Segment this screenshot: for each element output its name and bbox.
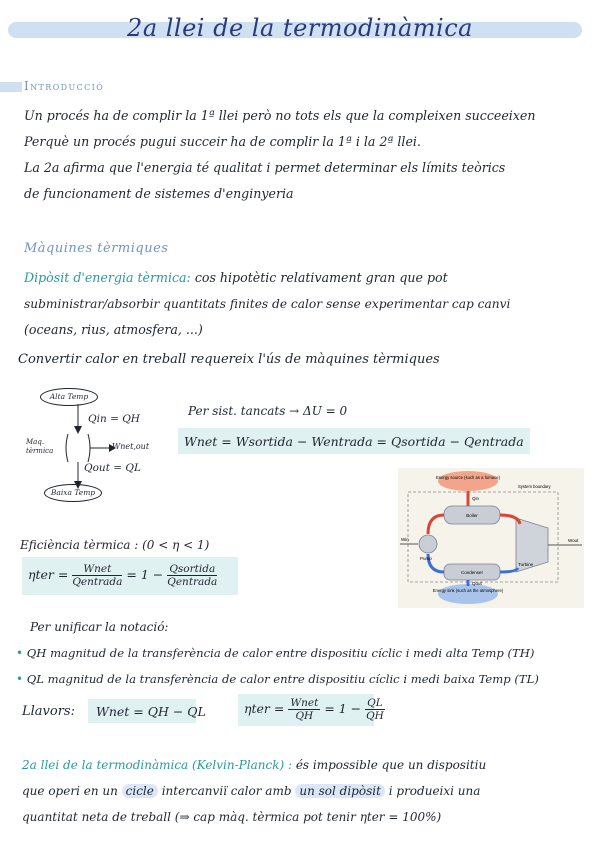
intro-line-2: Perquè un procés pugui succeir ha de complir la 1ª i la 2ª llei. — [24, 134, 421, 149]
machines-heading: Màquines tèrmiques — [24, 241, 169, 256]
eta-num: Wnet — [290, 697, 319, 709]
diposit-line — [24, 270, 448, 285]
kelvin-heading: 2a llei de la termodinàmica (Kelvin-Planck) : — [22, 758, 292, 772]
qin-arrowhead — [74, 426, 82, 434]
sink-label: Energy sink (such as the atmosphere) — [432, 588, 504, 593]
closed-system-note: Per sist. tancats → ΔU = 0 — [188, 404, 348, 418]
boiler-label: Boiler — [466, 513, 478, 518]
energy-source — [438, 471, 498, 491]
diposit-label: Dipòsit d'energia tèrmica: — [24, 270, 191, 285]
eta-symbol-2: ηter = — [244, 701, 285, 716]
intro-marker — [0, 82, 22, 92]
kelvin-line-2 — [22, 784, 480, 798]
bullet-text-2: QL magnitud de la transferència de calor entre dispositiu cíclic i medi baixa Temp (TL) — [26, 672, 539, 686]
llavors-label: Llavors: — [22, 704, 75, 719]
source-label: Energy source (such as a furnace) — [435, 475, 501, 480]
kelvin-line-1 — [22, 758, 486, 772]
diposit-highlight: un sol dipòsit — [295, 784, 385, 798]
intro-line-4: de funcionament de sistemes d'enginyeria — [24, 186, 294, 201]
diposit-line-3: (oceans, rius, atmosfera, ...) — [24, 322, 203, 337]
efficiency-heading: Eficiència tèrmica : (0 < η < 1) — [20, 538, 210, 552]
eta-num-2: QL — [367, 697, 383, 709]
eta-den-2: QH — [366, 710, 384, 722]
kelvin-text-2c: i produeixi una — [388, 784, 481, 798]
qout-fig-label: Qout — [472, 581, 482, 586]
eff-num-1: Wnet — [72, 563, 122, 576]
kelvin-text-1: és impossible que un dispositiu — [295, 758, 487, 772]
efficiency-formula — [28, 563, 217, 588]
notation-bullet-2 — [16, 672, 539, 686]
eff-num-2: Qsortida — [167, 563, 217, 576]
intro-line-1: Un procés ha de complir la 1ª llei però no tots els que la compleixen succeeixen — [24, 108, 536, 123]
diposit-text: cos hipotètic relativament gran que pot — [194, 270, 448, 285]
eta-symbol: ηter = — [28, 567, 69, 582]
intro-heading: Introducció — [24, 79, 105, 93]
convert-line: Convertir calor en treball requereix l'ús de màquines tèrmiques — [18, 352, 440, 367]
eff-equals: = 1 − — [126, 567, 164, 582]
kelvin-text-2a: que operi en un — [22, 784, 118, 798]
win-fig-label: Win — [401, 537, 409, 542]
wout-label: Wnet,out — [112, 442, 150, 451]
eta-den: QH — [295, 710, 314, 722]
bullet-text-1: QH magnitud de la transferència de calor entre dispositiu cíclic i medi alta Temp (TH) — [26, 646, 535, 660]
qout-label: Qout = QL — [84, 462, 141, 474]
condenser-label: Condenser — [460, 570, 484, 575]
power-plant-figure — [398, 468, 584, 608]
wout-fig-label: Wout — [568, 538, 579, 543]
intro-line-3: La 2a afirma que l'energia té qualitat i permet determinar els límits teòrics — [24, 160, 506, 175]
eff-den-2: Qentrada — [167, 576, 218, 588]
machine-label: Maq. tèrmica — [26, 438, 54, 455]
low-temp-oval: Baixa Temp — [44, 484, 102, 502]
high-temp-oval: Alta Temp — [40, 388, 98, 406]
eff-den-1: Qentrada — [72, 576, 123, 588]
work-equation: Wnet = Wsortida − Wentrada = Qsortida − Qentrada — [184, 434, 524, 449]
diposit-line-2: subministrar/absorbir quantitats finites de calor sense experimentar cap canvi — [24, 297, 511, 311]
cicle-highlight: cicle — [122, 784, 158, 798]
notation-heading: Per unificar la notació: — [30, 620, 169, 634]
eta-equals: = 1 − — [324, 701, 362, 716]
wnet-formula: Wnet = QH − QL — [96, 704, 206, 719]
turbine-label: Turbine — [518, 562, 534, 567]
bullet-dot: • — [16, 646, 24, 660]
kelvin-text-2b: intercanviï calor amb — [161, 784, 292, 798]
bullet-dot: • — [16, 672, 24, 686]
qin-label: Qin = QH — [88, 413, 140, 425]
kelvin-line-3: quantitat neta de treball (⇒ cap màq. tèrmica pot tenir ηter = 100%) — [22, 810, 442, 824]
boundary-label: System boundary — [518, 484, 551, 489]
notation-bullet-1 — [16, 646, 534, 660]
machine-body — [66, 434, 90, 462]
page-title: 2a llei de la termodinàmica — [127, 14, 473, 42]
energy-sink — [438, 584, 498, 604]
qin-fig-label: Qin — [472, 496, 480, 501]
eta-formula — [244, 697, 385, 722]
pump — [419, 535, 437, 553]
pump-label: Pump — [420, 556, 432, 561]
